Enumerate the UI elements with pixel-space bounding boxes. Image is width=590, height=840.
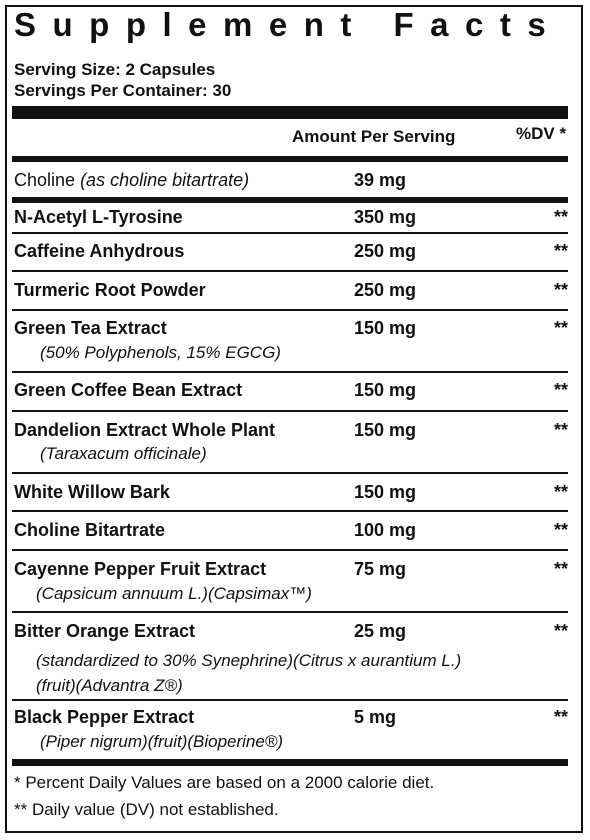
ingredient-note: (as choline bitartrate)	[80, 170, 250, 190]
row-divider	[12, 472, 568, 474]
ingredient-name: Turmeric Root Powder	[14, 280, 206, 300]
row-divider	[12, 549, 568, 551]
ingredient-amount: 5 mg	[354, 707, 397, 727]
ingredient-amount: 150 mg	[354, 482, 417, 502]
ingredient-dv: **	[553, 707, 568, 727]
ingredient-dv: **	[553, 380, 568, 400]
ingredient-amount: 250 mg	[354, 280, 417, 300]
ingredient-dv: **	[553, 280, 568, 300]
serving-size: Serving Size: 2 Capsules	[14, 60, 216, 79]
ingredient-amount: 39 mg	[354, 170, 407, 190]
ingredient-dv: **	[553, 520, 568, 540]
row-divider	[12, 611, 568, 613]
panel-title: Supplement Facts	[14, 6, 563, 43]
row-divider	[12, 510, 568, 512]
ingredient-dv: **	[553, 482, 568, 502]
row-divider	[12, 699, 568, 701]
ingredient-name: Choline Bitartrate	[14, 520, 166, 540]
column-header-divider	[12, 156, 568, 162]
ingredient-dv: **	[553, 318, 568, 338]
ingredient-name: Green Tea Extract	[14, 318, 167, 338]
ingredient-name: Black Pepper Extract	[14, 707, 195, 727]
ingredient-name: Green Coffee Bean Extract	[14, 380, 243, 400]
ingredient-dv: **	[553, 420, 568, 440]
ingredient-subtext: (standardized to 30% Synephrine)(Citrus x aurantium L.)	[36, 651, 462, 670]
ingredient-dv: **	[553, 207, 568, 227]
ingredient-subtext: (Taraxacum officinale)	[40, 444, 207, 463]
row-divider	[12, 270, 568, 272]
ingredient-name: Choline (as choline bitartrate)	[14, 170, 250, 190]
ingredient-subtext-continued: (fruit)(Advantra Z®)	[36, 676, 183, 695]
ingredient-name: N-Acetyl L-Tyrosine	[14, 207, 183, 227]
row-divider	[12, 410, 568, 412]
footnote-percent-dv: * Percent Daily Values are based on a 2000 calorie diet.	[14, 773, 435, 792]
ingredient-subtext: (50% Polyphenols, 15% EGCG)	[40, 343, 281, 362]
ingredient-amount: 150 mg	[354, 380, 417, 400]
ingredient-amount: 250 mg	[354, 241, 417, 261]
ingredient-name: Dandelion Extract Whole Plant	[14, 420, 276, 440]
ingredient-name: Caffeine Anhydrous	[14, 241, 185, 261]
ingredient-dv: **	[553, 559, 568, 579]
ingredient-amount: 150 mg	[354, 318, 417, 338]
header-divider-thick	[12, 106, 568, 119]
row-divider	[12, 371, 568, 373]
ingredient-name: White Willow Bark	[14, 482, 170, 502]
row-divider	[12, 309, 568, 311]
servings-per-container: Servings Per Container: 30	[14, 81, 232, 100]
ingredient-name: Cayenne Pepper Fruit Extract	[14, 559, 267, 579]
dv-header: %DV *	[516, 124, 567, 143]
ingredient-amount: 100 mg	[354, 520, 417, 540]
amount-per-serving-header: Amount Per Serving	[292, 127, 456, 146]
ingredient-name: Bitter Orange Extract	[14, 621, 196, 641]
ingredient-subtext: (Piper nigrum)(fruit)(Bioperine®)	[40, 732, 284, 751]
row-divider	[12, 232, 568, 234]
footnote-dv-not-established: ** Daily value (DV) not established.	[14, 800, 279, 819]
ingredient-amount: 25 mg	[354, 621, 407, 641]
ingredient-dv: **	[553, 241, 568, 261]
ingredient-amount: 150 mg	[354, 420, 417, 440]
ingredient-subtext: (Capsicum annuum L.)(Capsimax™)	[36, 584, 312, 603]
ingredient-amount: 350 mg	[354, 207, 417, 227]
ingredient-dv: **	[553, 621, 568, 641]
ingredient-amount: 75 mg	[354, 559, 407, 579]
section-divider-thick	[12, 197, 568, 203]
footer-divider-thick	[12, 759, 568, 766]
